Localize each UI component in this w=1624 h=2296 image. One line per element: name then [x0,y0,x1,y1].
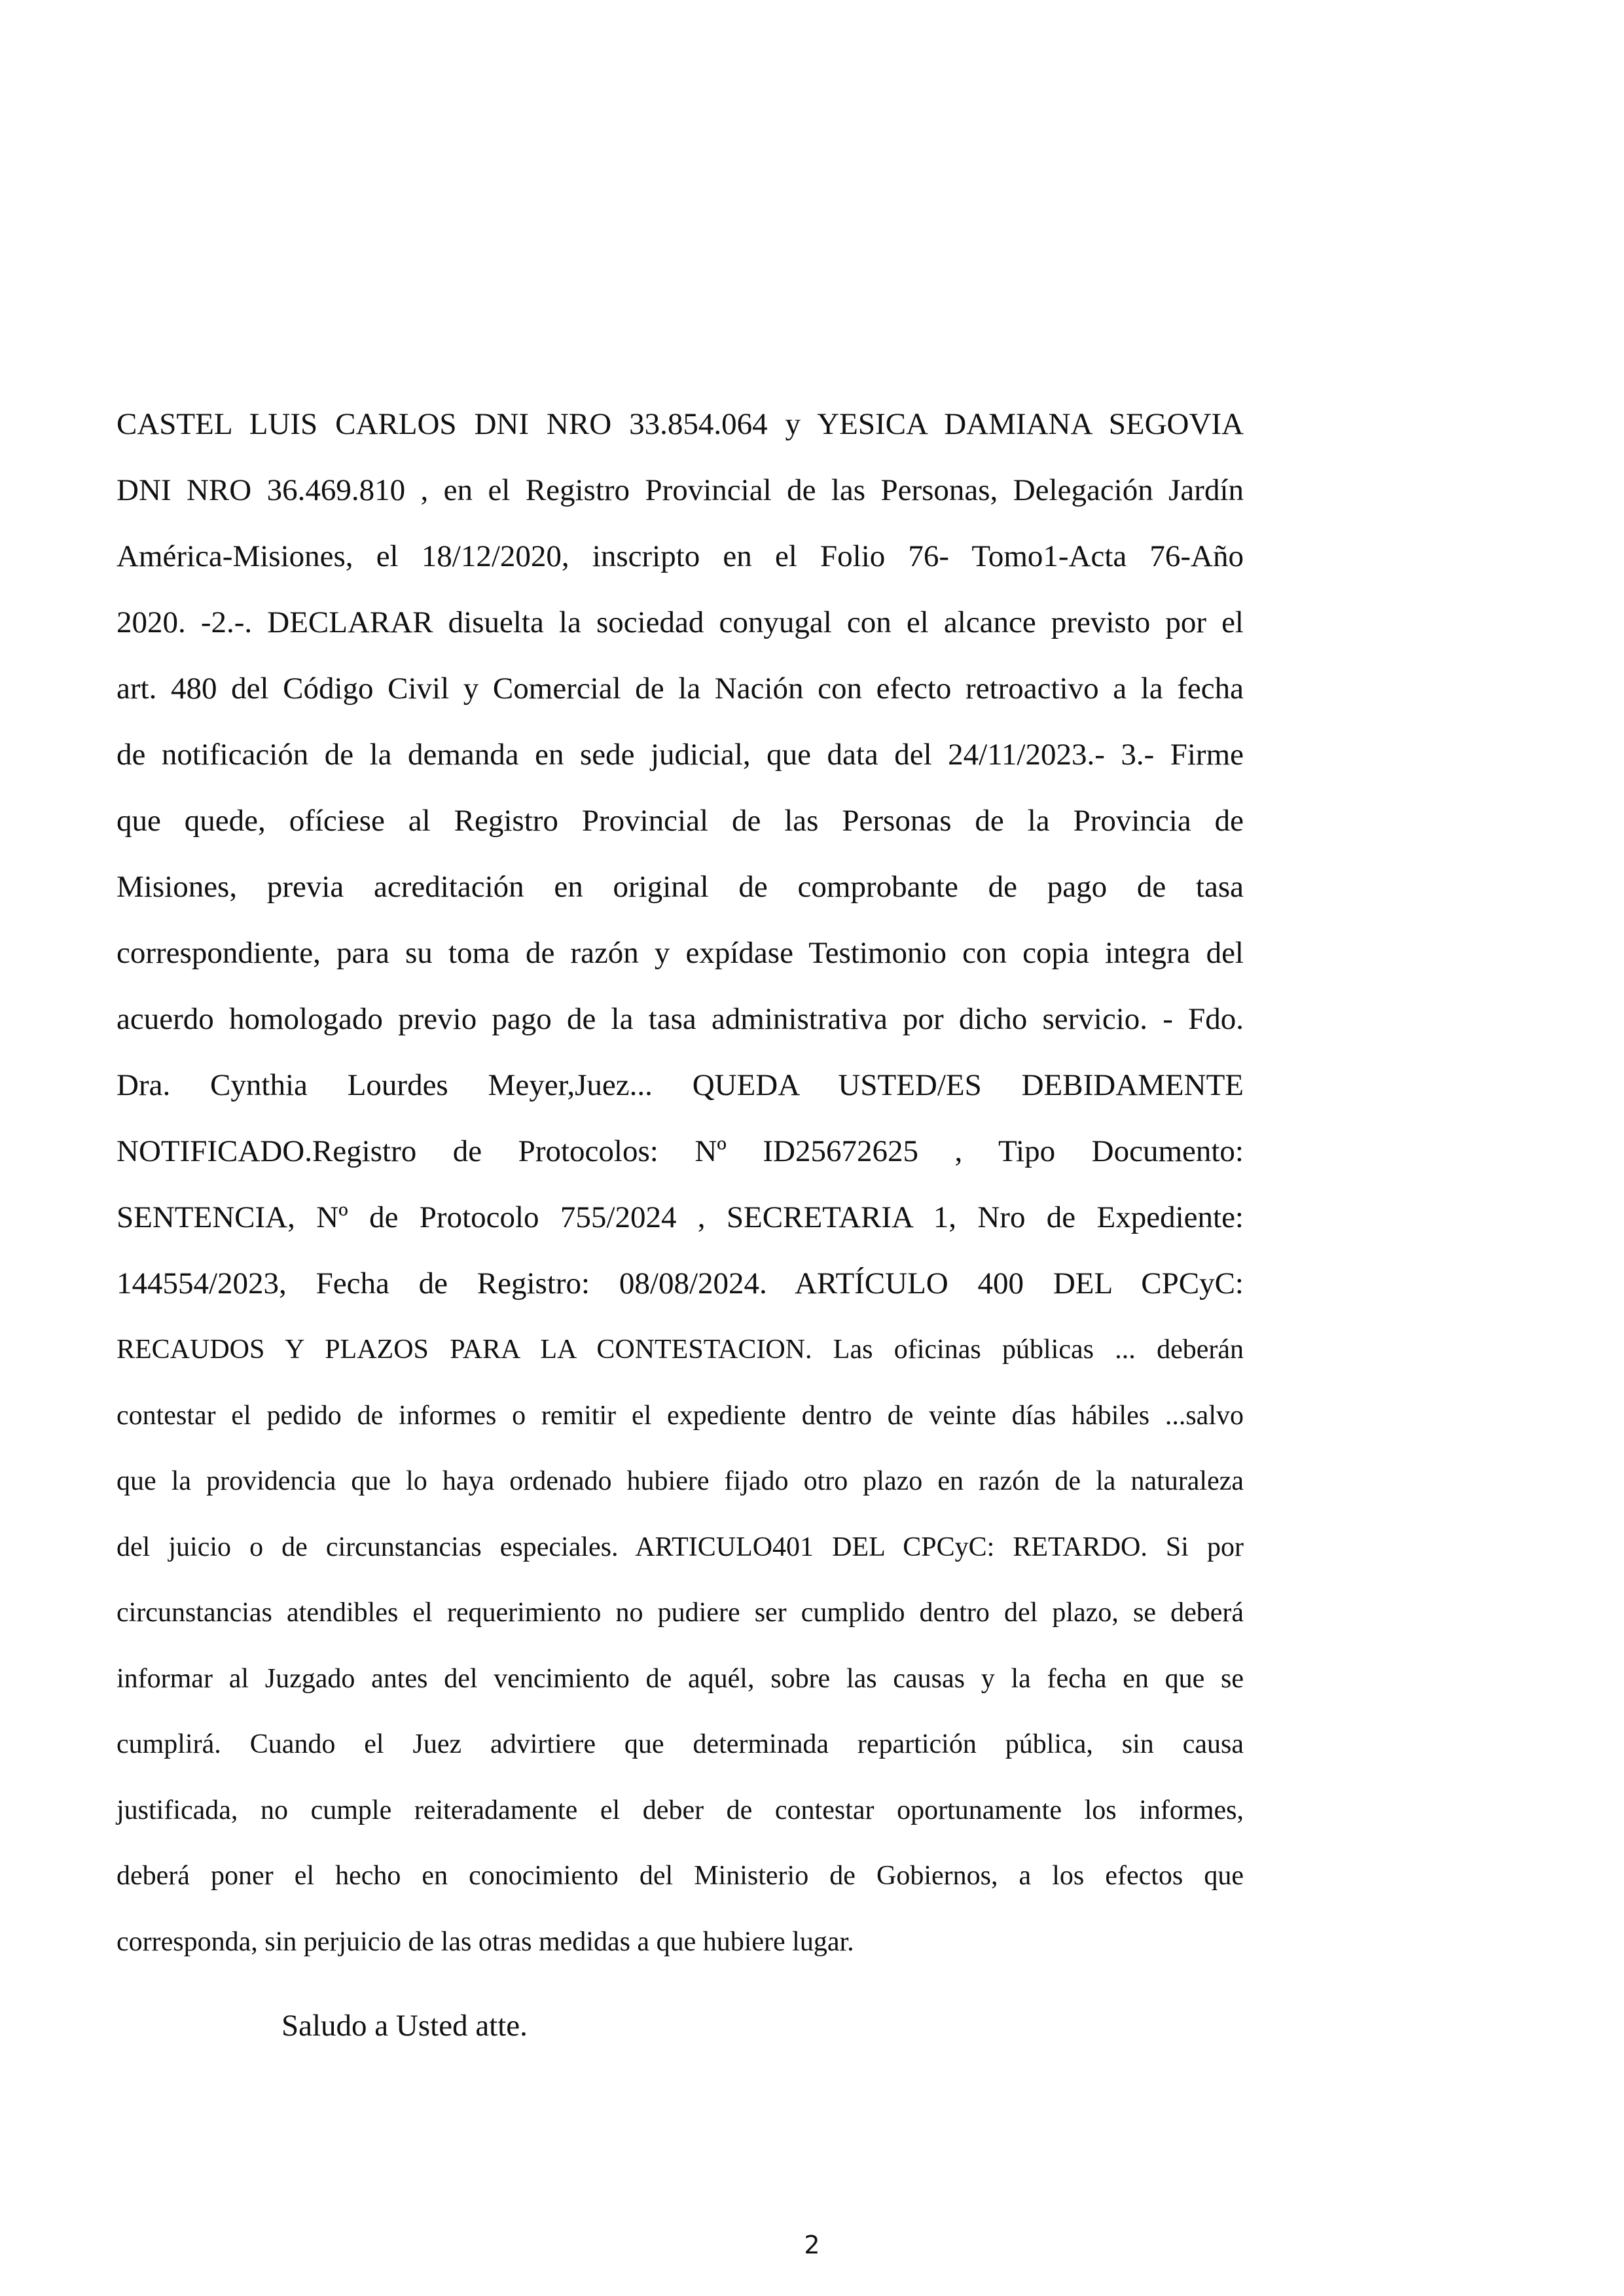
text-line: RECAUDOS Y PLAZOS PARA LA CONTESTACION. Las oficinas públicas ... deberán [117,1335,1244,1365]
text-line: Misiones, previa acreditación en original de comprobante de pago de tasa [117,870,1244,904]
text-line: DNI NRO 36.469.810 , en el Registro Provincial de las Personas, Delegación Jardín [117,473,1244,507]
body-text [117,391,1244,1975]
text-line: que quede, ofíciese al Registro Provincial de las Personas de la Provincia de [117,804,1244,838]
text-line: SENTENCIA, Nº de Protocolo 755/2024 , SECRETARIA 1, Nro de Expediente: [117,1200,1244,1234]
page-number: 2 [804,2231,820,2259]
text-line: cumplirá. Cuando el Juez advirtiere que determinada repartición pública, sin causa [117,1729,1244,1759]
text-line: CASTEL LUIS CARLOS DNI NRO 33.854.064 y YESICA DAMIANA SEGOVIA [117,407,1244,441]
text-line: Dra. Cynthia Lourdes Meyer,Juez... QUEDA USTED/ES DEBIDAMENTE [117,1068,1244,1102]
text-line: NOTIFICADO.Registro de Protocolos: Nº ID25672625 , Tipo Documento: [117,1134,1244,1168]
closing-salutation: Saludo a Usted atte. [281,2009,528,2043]
text-line: 144554/2023, Fecha de Registro: 08/08/2024. ARTÍCULO 400 DEL CPCyC: [117,1266,1244,1300]
text-line: acuerdo homologado previo pago de la tasa administrativa por dicho servicio. - Fdo. [117,1002,1244,1036]
text-line: correspondiente, para su toma de razón y expídase Testimonio con copia integra del [117,936,1244,970]
text-line: América-Misiones, el 18/12/2020, inscripto en el Folio 76- Tomo1-Acta 76-Año [117,539,1244,573]
text-line: circunstancias atendibles el requerimiento no pudiere ser cumplido dentro del plazo, se deberá [117,1598,1244,1628]
text-line: del juicio o de circunstancias especiales. ARTICULO401 DEL CPCyC: RETARDO. Si por [117,1532,1244,1562]
text-line: contestar el pedido de informes o remitir el expediente dentro de veinte días hábiles ...salvo [117,1400,1244,1431]
text-line: de notificación de la demanda en sede judicial, que data del 24/11/2023.- 3.- Firme [117,738,1244,772]
text-line: justificada, no cumple reiteradamente el deber de contestar oportunamente los informes, [117,1795,1244,1825]
text-line: que la providencia que lo haya ordenado hubiere fijado otro plazo en razón de la naturaleza [117,1466,1244,1496]
text-line: informar al Juzgado antes del vencimiento de aquél, sobre las causas y la fecha en que se [117,1663,1244,1694]
text-line: art. 480 del Código Civil y Comercial de la Nación con efecto retroactivo a la fecha [117,672,1244,706]
text-line-last: corresponda, sin perjuicio de las otras medidas a que hubiere lugar. [117,1926,854,1957]
text-line: deberá poner el hecho en conocimiento del Ministerio de Gobiernos, a los efectos que [117,1861,1244,1891]
text-line: 2020. -2.-. DECLARAR disuelta la sociedad conyugal con el alcance previsto por el [117,605,1244,639]
